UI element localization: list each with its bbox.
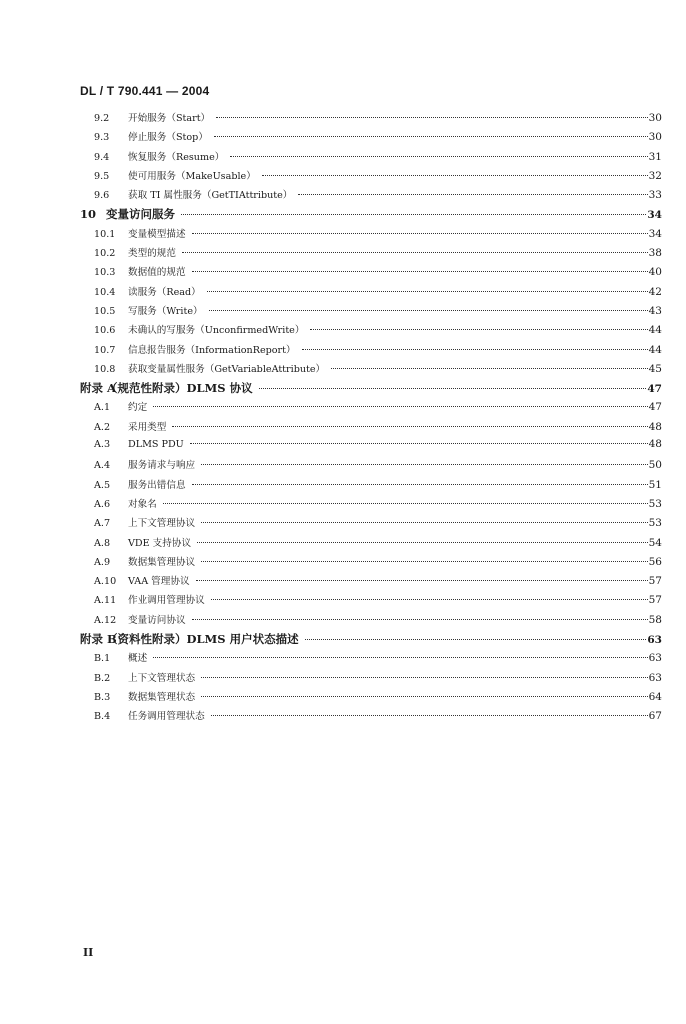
toc-entry-page: 47 (647, 383, 662, 396)
toc-entry-page: 45 (648, 362, 662, 375)
toc-entry-title: 上下文管理状态 (128, 672, 196, 684)
dot-leader (192, 619, 648, 620)
page-number: II (83, 946, 94, 959)
dot-leader (197, 542, 648, 543)
toc-entry-page: 53 (648, 517, 662, 530)
toc-entry[interactable] (80, 168, 662, 187)
toc-entry[interactable] (80, 149, 662, 168)
toc-entry-title: 上下文管理协议 (128, 518, 196, 530)
toc-entry-number: 附录 B (80, 632, 117, 647)
toc-entry[interactable] (80, 361, 662, 380)
toc-entry[interactable] (80, 419, 662, 438)
toc-entry-page: 34 (647, 209, 662, 222)
dot-leader (153, 406, 647, 407)
toc-entry-title: 变量模型描述 (128, 228, 186, 240)
dot-leader (302, 349, 648, 350)
toc-entry-title: VDE 支持协议 (128, 537, 192, 549)
toc-entry-title: （规范性附录）DLMS 协议 (106, 381, 253, 396)
toc-entry-page: 38 (648, 247, 662, 260)
toc-entry[interactable] (80, 650, 662, 669)
toc-entry-title: 获取 TI 属性服务（GetTIAttribute） (128, 190, 293, 202)
toc-entry[interactable] (80, 438, 662, 457)
toc-entry-title: 获取变量属性服务（GetVariableAttribute） (128, 363, 326, 375)
table-of-contents (80, 110, 662, 728)
toc-entry-page: 57 (648, 594, 662, 607)
toc-entry[interactable] (80, 187, 662, 206)
toc-entry-number: A.5 (94, 479, 111, 491)
toc-entry-page: 67 (648, 710, 662, 723)
toc-entry-title: DLMS PDU (128, 439, 184, 451)
dot-leader (310, 329, 647, 330)
toc-entry-title: 读服务（Read） (128, 286, 201, 298)
toc-entry[interactable] (80, 535, 662, 554)
dot-leader (201, 696, 647, 697)
toc-entry-number: 9.3 (94, 132, 110, 144)
toc-entry-page: 42 (648, 285, 662, 298)
toc-entry-number: 9.6 (94, 190, 110, 202)
toc-entry-page: 30 (648, 112, 662, 124)
toc-entry-page: 58 (648, 613, 662, 626)
toc-entry-page: 56 (648, 555, 662, 568)
toc-entry[interactable] (80, 689, 662, 708)
toc-entry[interactable] (80, 457, 662, 476)
toc-entry[interactable] (80, 496, 662, 515)
toc-entry-title: 信息报告服务（InformationReport） (128, 344, 296, 356)
dot-leader (192, 484, 648, 485)
toc-entry[interactable] (80, 245, 662, 264)
toc-entry-title: 变量访问协议 (128, 614, 186, 626)
toc-entry-number: A.1 (94, 402, 111, 414)
toc-entry-number: 9.2 (94, 113, 110, 124)
dot-leader (153, 657, 647, 658)
dot-leader (182, 252, 648, 253)
toc-entry[interactable] (80, 515, 662, 534)
toc-entry-title: 采用类型 (128, 421, 167, 433)
toc-entry[interactable] (80, 554, 662, 573)
toc-entry-title: 约定 (128, 402, 148, 414)
toc-entry-page: 57 (648, 575, 662, 588)
toc-entry-page: 33 (648, 189, 662, 202)
dot-leader (201, 677, 647, 678)
toc-entry-page: 31 (648, 150, 662, 163)
toc-entry-page: 64 (648, 690, 662, 703)
dot-leader (201, 561, 647, 562)
toc-entry-number: 附录 A (80, 381, 116, 396)
toc-entry-title: 数据值的规范 (128, 267, 186, 279)
toc-entry-title: 数据集管理状态 (128, 691, 196, 703)
toc-entry-page: 48 (648, 420, 662, 433)
toc-entry[interactable] (80, 264, 662, 283)
toc-entry[interactable] (80, 631, 662, 650)
dot-leader (172, 426, 647, 427)
dot-leader (262, 175, 648, 176)
toc-entry-number: 10.5 (94, 305, 116, 317)
toc-entry-number: B.2 (94, 672, 111, 684)
dot-leader (298, 194, 647, 195)
toc-entry-number: A.2 (94, 421, 111, 433)
toc-entry-title: 未确认的写服务（UnconfirmedWrite） (128, 325, 305, 337)
toc-entry[interactable] (80, 477, 662, 496)
toc-entry[interactable] (80, 303, 662, 322)
dot-leader (230, 156, 647, 157)
dot-leader (259, 388, 647, 389)
toc-entry-number: A.6 (94, 498, 111, 510)
toc-entry-title: 写服务（Write） (128, 305, 203, 317)
dot-leader (214, 136, 648, 137)
toc-entry-number: B.1 (94, 653, 111, 665)
toc-entry-number: 10.1 (94, 228, 116, 240)
toc-entry-title: 任务调用管理状态 (128, 711, 205, 723)
toc-entry-number: A.4 (94, 460, 111, 472)
toc-entry-number: 10.2 (94, 248, 116, 260)
toc-entry-title: VAA 管理协议 (128, 576, 190, 588)
toc-entry[interactable] (80, 612, 662, 631)
toc-entry-page: 34 (648, 227, 662, 240)
toc-entry-number: A.12 (94, 614, 117, 626)
toc-entry-title: 对象名 (128, 498, 157, 510)
toc-entry-title: （资料性附录）DLMS 用户状态描述 (106, 632, 299, 647)
toc-entry-page: 53 (648, 497, 662, 510)
dot-leader (211, 715, 648, 716)
toc-entry-number: 10.6 (94, 325, 116, 337)
toc-entry-page: 44 (648, 324, 662, 337)
dot-leader (181, 214, 646, 215)
toc-entry-page: 43 (648, 304, 662, 317)
toc-entry[interactable] (80, 380, 662, 399)
toc-entry-title: 服务请求与响应 (128, 460, 196, 472)
document-header: DL / T 790.441 — 2004 (80, 84, 210, 98)
toc-entry[interactable] (80, 592, 662, 611)
dot-leader (163, 503, 648, 504)
toc-entry[interactable] (80, 226, 662, 245)
toc-entry-number: A.7 (94, 518, 111, 530)
toc-entry-number: 9.4 (94, 151, 110, 163)
toc-entry-page: 32 (648, 169, 662, 182)
toc-entry-number: 10.3 (94, 267, 116, 279)
toc-entry-page: 63 (648, 671, 662, 684)
toc-entry[interactable] (80, 399, 662, 418)
toc-entry-title: 停止服务（Stop） (128, 132, 208, 144)
dot-leader (192, 233, 648, 234)
toc-entry-number: B.3 (94, 691, 111, 703)
toc-entry-title: 概述 (128, 653, 148, 665)
toc-entry-page: 48 (648, 438, 662, 451)
toc-entry-number: 10.7 (94, 344, 116, 356)
dot-leader (305, 639, 647, 640)
toc-entry[interactable] (80, 573, 662, 592)
toc-entry-page: 63 (647, 634, 662, 647)
toc-entry-title: 作业调用管理协议 (128, 595, 205, 607)
toc-entry[interactable] (80, 129, 662, 148)
toc-entry-number: B.4 (94, 711, 111, 723)
toc-entry-number: A.11 (94, 595, 117, 607)
dot-leader (209, 310, 648, 311)
toc-entry-title: 开始服务（Start） (128, 113, 211, 124)
toc-entry-number: 10.4 (94, 286, 116, 298)
toc-entry-number: A.10 (94, 576, 117, 588)
toc-entry-number: A.3 (94, 439, 111, 451)
toc-entry-number: 9.5 (94, 170, 110, 182)
dot-leader (216, 117, 647, 118)
dot-leader (211, 599, 648, 600)
toc-entry-page: 30 (648, 131, 662, 144)
toc-entry-title: 变量访问服务 (106, 207, 175, 222)
dot-leader (207, 291, 648, 292)
toc-entry[interactable] (80, 322, 662, 341)
toc-entry-number: 10.8 (94, 363, 116, 375)
toc-entry[interactable] (80, 342, 662, 361)
toc-entry-title: 数据集管理协议 (128, 556, 196, 568)
dot-leader (201, 522, 647, 523)
toc-entry-page: 54 (648, 536, 662, 549)
toc-entry-page: 50 (648, 459, 662, 472)
dot-leader (331, 368, 647, 369)
toc-entry-page: 47 (648, 401, 662, 414)
toc-entry-page: 44 (648, 343, 662, 356)
toc-entry-title: 恢复服务（Resume） (128, 151, 225, 163)
dot-leader (201, 464, 647, 465)
toc-entry-title: 使可用服务（MakeUsable） (128, 170, 256, 182)
toc-entry-number: A.9 (94, 556, 111, 568)
toc-entry-page: 51 (648, 478, 662, 491)
dot-leader (196, 580, 648, 581)
toc-entry-number: A.8 (94, 537, 111, 549)
dot-leader (192, 271, 648, 272)
toc-entry-title: 服务出错信息 (128, 479, 186, 491)
toc-entry[interactable] (80, 206, 662, 225)
toc-entry[interactable] (80, 708, 662, 727)
toc-entry-number: 10 (80, 207, 97, 222)
toc-entry-page: 40 (648, 266, 662, 279)
toc-entry-title: 类型的规范 (128, 248, 176, 260)
toc-entry[interactable] (80, 670, 662, 689)
toc-entry-page: 63 (648, 652, 662, 665)
toc-entry[interactable] (80, 110, 662, 129)
dot-leader (190, 443, 648, 444)
toc-entry[interactable] (80, 284, 662, 303)
